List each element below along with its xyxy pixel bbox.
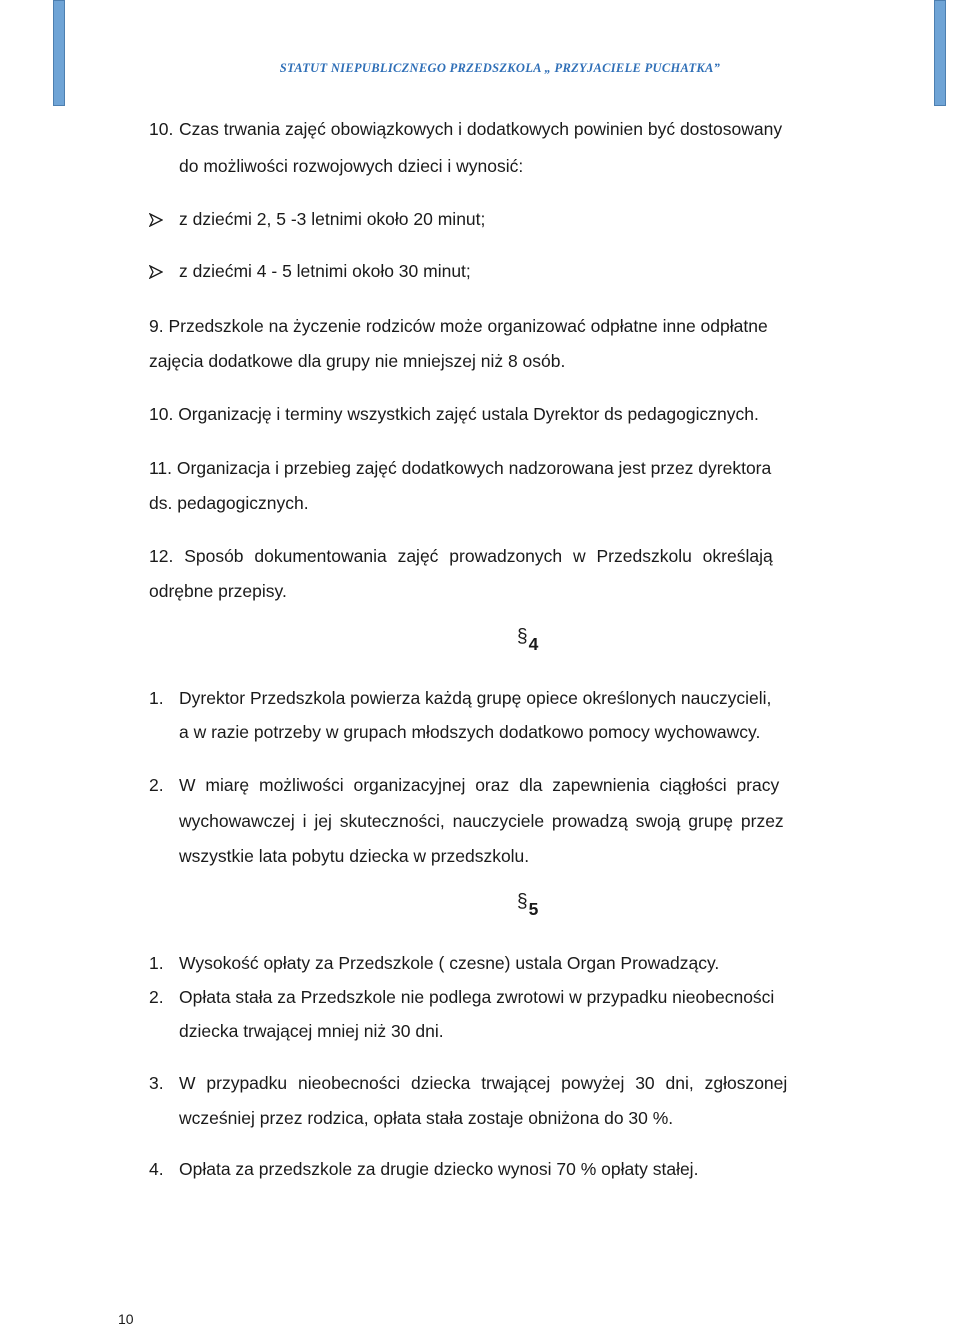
text-line: a w razie potrzeby w grupach młodszych dodatkowo pomocy wychowawcy. (179, 722, 761, 742)
item-12-line: odrębne przepisy. (149, 581, 287, 601)
section-heading-4 (517, 626, 539, 656)
item-number: 4. (149, 1159, 164, 1179)
bullet-item: z dziećmi 4 - 5 letnimi około 30 minut; (179, 261, 471, 281)
text-line: W miarę możliwości organizacyjnej oraz dla zapewnienia ciągłości pracy (179, 775, 780, 795)
text-line: W przypadku nieobecności dziecka trwającej powyżej 30 dni, zgłoszonej (179, 1073, 788, 1093)
item-number: 10. (149, 119, 174, 139)
item-12-line: 12. Sposób dokumentowania zajęć prowadzonych w Przedszkolu określają (149, 546, 773, 566)
item-number: 3. (149, 1073, 164, 1093)
header-left-bar (53, 0, 65, 106)
page-number: 10 (118, 1311, 134, 1327)
item-11-line: ds. pedagogicznych. (149, 493, 309, 513)
item-number: 1. (149, 688, 164, 708)
section-number: 4 (528, 634, 539, 654)
section-sign: § (517, 891, 528, 912)
arrow-bullet-icon (149, 265, 163, 279)
section-number: 5 (528, 899, 539, 919)
item-10-line: 10. Organizację i terminy wszystkich zajęć ustala Dyrektor ds pedagogicznych. (149, 404, 759, 424)
text-line: Wysokość opłaty za Przedszkole ( czesne) ustala Organ Prowadzący. (179, 953, 720, 973)
page-header-title: STATUT NIEPUBLICZNEGO PRZEDSZKOLA „ PRZYJACIELE PUCHATKA” (279, 61, 721, 75)
bullet-item: z dziećmi 2, 5 -3 letnimi około 20 minut; (179, 209, 486, 229)
text-line: Opłata stała za Przedszkole nie podlega zwrotowi w przypadku nieobecności (179, 987, 775, 1007)
text-line: Czas trwania zajęć obowiązkowych i dodatkowych powinien być dostosowany (179, 119, 783, 139)
item-11-line: 11. Organizacja i przebieg zajęć dodatkowych nadzorowana jest przez dyrektora (149, 458, 772, 478)
item-number: 2. (149, 987, 164, 1007)
text-line: Opłata za przedszkole za drugie dziecko wynosi 70 % opłaty stałej. (179, 1159, 699, 1179)
section-heading-5 (517, 891, 539, 921)
text-line: wychowawczej i jej skuteczności, nauczyciele prowadzą swoją grupę przez (179, 811, 784, 831)
item-9-line: zajęcia dodatkowe dla grupy nie mniejszej niż 8 osób. (149, 351, 566, 371)
header-right-bar (934, 0, 946, 106)
section-sign: § (517, 626, 528, 647)
text-line: wszystkie lata pobytu dziecka w przedszkolu. (179, 846, 530, 866)
text-line: wcześniej przez rodzica, opłata stała zostaje obniżona do 30 %. (179, 1108, 674, 1128)
text-line: Dyrektor Przedszkola powierza każdą grupę opiece określonych nauczycieli, (179, 688, 772, 708)
text-line: dziecka trwającej mniej niż 30 dni. (179, 1021, 444, 1041)
item-number: 2. (149, 775, 164, 795)
arrow-bullet-icon (149, 213, 163, 227)
item-number: 1. (149, 953, 164, 973)
text-line: do możliwości rozwojowych dzieci i wynosić: (179, 156, 524, 176)
item-9-line: 9. Przedszkole na życzenie rodziców może organizować odpłatne inne odpłatne (149, 316, 768, 336)
